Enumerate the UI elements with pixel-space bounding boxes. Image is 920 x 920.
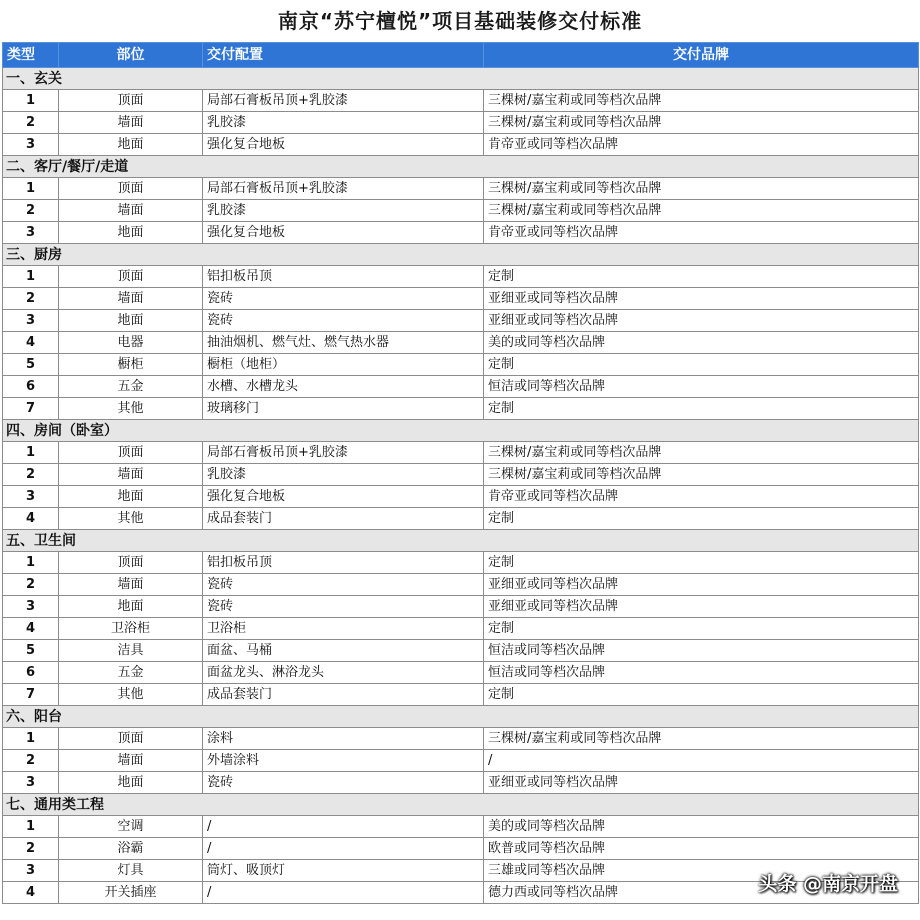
table-row: [3, 640, 919, 662]
row-location: 空调: [59, 816, 203, 838]
row-configuration: 水槽、水槽龙头: [203, 376, 484, 398]
row-location: 墙面: [59, 288, 203, 310]
table-body: [3, 68, 919, 904]
row-configuration: 瓷砖: [203, 596, 484, 618]
section-header-row: [3, 420, 919, 442]
row-configuration: 成品套装门: [203, 684, 484, 706]
row-brand: 亚细亚或同等档次品牌: [484, 310, 919, 332]
row-location: 顶面: [59, 728, 203, 750]
row-location: 墙面: [59, 464, 203, 486]
row-brand: 三棵树/嘉宝莉或同等档次品牌: [484, 178, 919, 200]
watermark: 头条 @南京开盘: [758, 873, 898, 895]
row-location: 墙面: [59, 112, 203, 134]
header-location: 部位: [59, 43, 203, 68]
row-number: 3: [3, 310, 59, 332]
row-location: 地面: [59, 310, 203, 332]
row-configuration: 涂料: [203, 728, 484, 750]
row-configuration: 乳胶漆: [203, 464, 484, 486]
table-row: [3, 398, 919, 420]
row-brand: 三棵树/嘉宝莉或同等档次品牌: [484, 112, 919, 134]
row-brand: 三棵树/嘉宝莉或同等档次品牌: [484, 442, 919, 464]
table-row: [3, 618, 919, 640]
row-location: 灯具: [59, 860, 203, 882]
row-brand: 肯帝亚或同等档次品牌: [484, 134, 919, 156]
row-configuration: 强化复合地板: [203, 134, 484, 156]
table-row: [3, 90, 919, 112]
row-configuration: 筒灯、吸顶灯: [203, 860, 484, 882]
row-location: 五金: [59, 376, 203, 398]
row-location: 开关插座: [59, 882, 203, 904]
row-location: 墙面: [59, 200, 203, 222]
row-number: 2: [3, 574, 59, 596]
row-configuration: 面盆龙头、淋浴龙头: [203, 662, 484, 684]
row-brand: 三棵树/嘉宝莉或同等档次品牌: [484, 200, 919, 222]
row-number: 3: [3, 596, 59, 618]
row-number: 2: [3, 288, 59, 310]
section-title: 四、房间（卧室）: [3, 420, 919, 442]
table-header-row: [3, 43, 919, 68]
row-configuration: 局部石膏板吊顶+乳胶漆: [203, 178, 484, 200]
row-brand: 定制: [484, 618, 919, 640]
row-brand: 三棵树/嘉宝莉或同等档次品牌: [484, 90, 919, 112]
table-row: [3, 574, 919, 596]
row-configuration: 瓷砖: [203, 772, 484, 794]
row-configuration: 局部石膏板吊顶+乳胶漆: [203, 442, 484, 464]
table-row: [3, 178, 919, 200]
row-location: 墙面: [59, 574, 203, 596]
row-brand: 肯帝亚或同等档次品牌: [484, 486, 919, 508]
row-number: 3: [3, 222, 59, 244]
row-configuration: /: [203, 882, 484, 904]
table-row: [3, 200, 919, 222]
table-row: [3, 728, 919, 750]
row-number: 7: [3, 398, 59, 420]
row-location: 墙面: [59, 750, 203, 772]
row-configuration: 橱柜（地柜）: [203, 354, 484, 376]
row-configuration: 乳胶漆: [203, 112, 484, 134]
row-number: 1: [3, 178, 59, 200]
table-row: [3, 464, 919, 486]
row-configuration: 瓷砖: [203, 310, 484, 332]
row-configuration: 卫浴柜: [203, 618, 484, 640]
row-number: 4: [3, 508, 59, 530]
header-brand: 交付品牌: [484, 43, 919, 68]
row-number: 1: [3, 552, 59, 574]
row-brand: 肯帝亚或同等档次品牌: [484, 222, 919, 244]
section-header-row: [3, 68, 919, 90]
row-location: 顶面: [59, 178, 203, 200]
row-location: 地面: [59, 486, 203, 508]
row-brand: 定制: [484, 552, 919, 574]
table-row: [3, 310, 919, 332]
row-brand: 亚细亚或同等档次品牌: [484, 288, 919, 310]
header-type: 类型: [3, 43, 59, 68]
table-row: [3, 332, 919, 354]
table-row: [3, 750, 919, 772]
row-brand: 定制: [484, 354, 919, 376]
row-brand: 德力西或同等档次品牌: [484, 882, 919, 904]
row-brand: 亚细亚或同等档次品牌: [484, 596, 919, 618]
section-title: 六、阳台: [3, 706, 919, 728]
section-title: 三、厨房: [3, 244, 919, 266]
row-number: 1: [3, 816, 59, 838]
row-configuration: 强化复合地板: [203, 222, 484, 244]
row-location: 顶面: [59, 552, 203, 574]
row-brand: 恒洁或同等档次品牌: [484, 662, 919, 684]
row-location: 其他: [59, 398, 203, 420]
table-row: [3, 684, 919, 706]
row-number: 7: [3, 684, 59, 706]
table-row: [3, 134, 919, 156]
row-location: 洁具: [59, 640, 203, 662]
row-number: 2: [3, 112, 59, 134]
section-header-row: [3, 530, 919, 552]
table-row: [3, 772, 919, 794]
section-header-row: [3, 706, 919, 728]
table-row: [3, 838, 919, 860]
table-row: [3, 354, 919, 376]
row-brand: 欧普或同等档次品牌: [484, 838, 919, 860]
table-row: [3, 508, 919, 530]
row-number: 3: [3, 860, 59, 882]
row-number: 6: [3, 376, 59, 398]
row-location: 顶面: [59, 442, 203, 464]
row-location: 卫浴柜: [59, 618, 203, 640]
section-title: 五、卫生间: [3, 530, 919, 552]
row-location: 橱柜: [59, 354, 203, 376]
row-brand: 定制: [484, 398, 919, 420]
row-number: 2: [3, 464, 59, 486]
row-configuration: 抽油烟机、燃气灶、燃气热水器: [203, 332, 484, 354]
row-brand: 三棵树/嘉宝莉或同等档次品牌: [484, 728, 919, 750]
table-row: [3, 486, 919, 508]
row-location: 地面: [59, 222, 203, 244]
row-number: 3: [3, 772, 59, 794]
row-location: 五金: [59, 662, 203, 684]
row-number: 5: [3, 640, 59, 662]
table-row: [3, 288, 919, 310]
row-brand: 美的或同等档次品牌: [484, 816, 919, 838]
table-row: [3, 266, 919, 288]
row-brand: 三雄或同等档次品牌: [484, 860, 919, 882]
row-location: 其他: [59, 684, 203, 706]
row-configuration: /: [203, 838, 484, 860]
row-number: 1: [3, 266, 59, 288]
row-number: 2: [3, 750, 59, 772]
table-row: [3, 662, 919, 684]
row-location: 电器: [59, 332, 203, 354]
table-row: [3, 376, 919, 398]
row-configuration: 瓷砖: [203, 574, 484, 596]
row-configuration: 外墙涂料: [203, 750, 484, 772]
row-brand: 定制: [484, 684, 919, 706]
row-configuration: 铝扣板吊顶: [203, 266, 484, 288]
document-title: 南京“苏宁檀悦”项目基础装修交付标准: [277, 9, 643, 33]
row-location: 地面: [59, 134, 203, 156]
delivery-standard-table: [2, 42, 919, 904]
row-brand: 美的或同等档次品牌: [484, 332, 919, 354]
section-header-row: [3, 156, 919, 178]
row-brand: 恒洁或同等档次品牌: [484, 376, 919, 398]
row-number: 2: [3, 838, 59, 860]
row-brand: 亚细亚或同等档次品牌: [484, 574, 919, 596]
section-header-row: [3, 794, 919, 816]
section-header-row: [3, 244, 919, 266]
row-brand: /: [484, 750, 919, 772]
row-location: 其他: [59, 508, 203, 530]
row-number: 4: [3, 332, 59, 354]
table-row: [3, 442, 919, 464]
row-configuration: /: [203, 816, 484, 838]
header-configuration: 交付配置: [203, 43, 484, 68]
table-row: [3, 222, 919, 244]
row-configuration: 强化复合地板: [203, 486, 484, 508]
row-configuration: 局部石膏板吊顶+乳胶漆: [203, 90, 484, 112]
table-row: [3, 552, 919, 574]
row-location: 浴霸: [59, 838, 203, 860]
row-location: 顶面: [59, 90, 203, 112]
table-row: [3, 816, 919, 838]
row-brand: 定制: [484, 266, 919, 288]
row-number: 1: [3, 90, 59, 112]
row-configuration: 铝扣板吊顶: [203, 552, 484, 574]
row-number: 1: [3, 442, 59, 464]
row-number: 3: [3, 134, 59, 156]
section-title: 二、客厅/餐厅/走道: [3, 156, 919, 178]
section-title: 一、玄关: [3, 68, 919, 90]
row-location: 顶面: [59, 266, 203, 288]
row-brand: 三棵树/嘉宝莉或同等档次品牌: [484, 464, 919, 486]
row-brand: 定制: [484, 508, 919, 530]
row-number: 5: [3, 354, 59, 376]
row-number: 4: [3, 882, 59, 904]
row-location: 地面: [59, 596, 203, 618]
row-configuration: 玻璃移门: [203, 398, 484, 420]
row-configuration: 成品套装门: [203, 508, 484, 530]
row-location: 地面: [59, 772, 203, 794]
row-number: 2: [3, 200, 59, 222]
table-row: [3, 596, 919, 618]
row-brand: 亚细亚或同等档次品牌: [484, 772, 919, 794]
row-configuration: 瓷砖: [203, 288, 484, 310]
row-number: 4: [3, 618, 59, 640]
row-number: 1: [3, 728, 59, 750]
row-configuration: 乳胶漆: [203, 200, 484, 222]
section-title: 七、通用类工程: [3, 794, 919, 816]
row-number: 6: [3, 662, 59, 684]
row-number: 3: [3, 486, 59, 508]
row-configuration: 面盆、马桶: [203, 640, 484, 662]
row-brand: 恒洁或同等档次品牌: [484, 640, 919, 662]
table-row: [3, 112, 919, 134]
